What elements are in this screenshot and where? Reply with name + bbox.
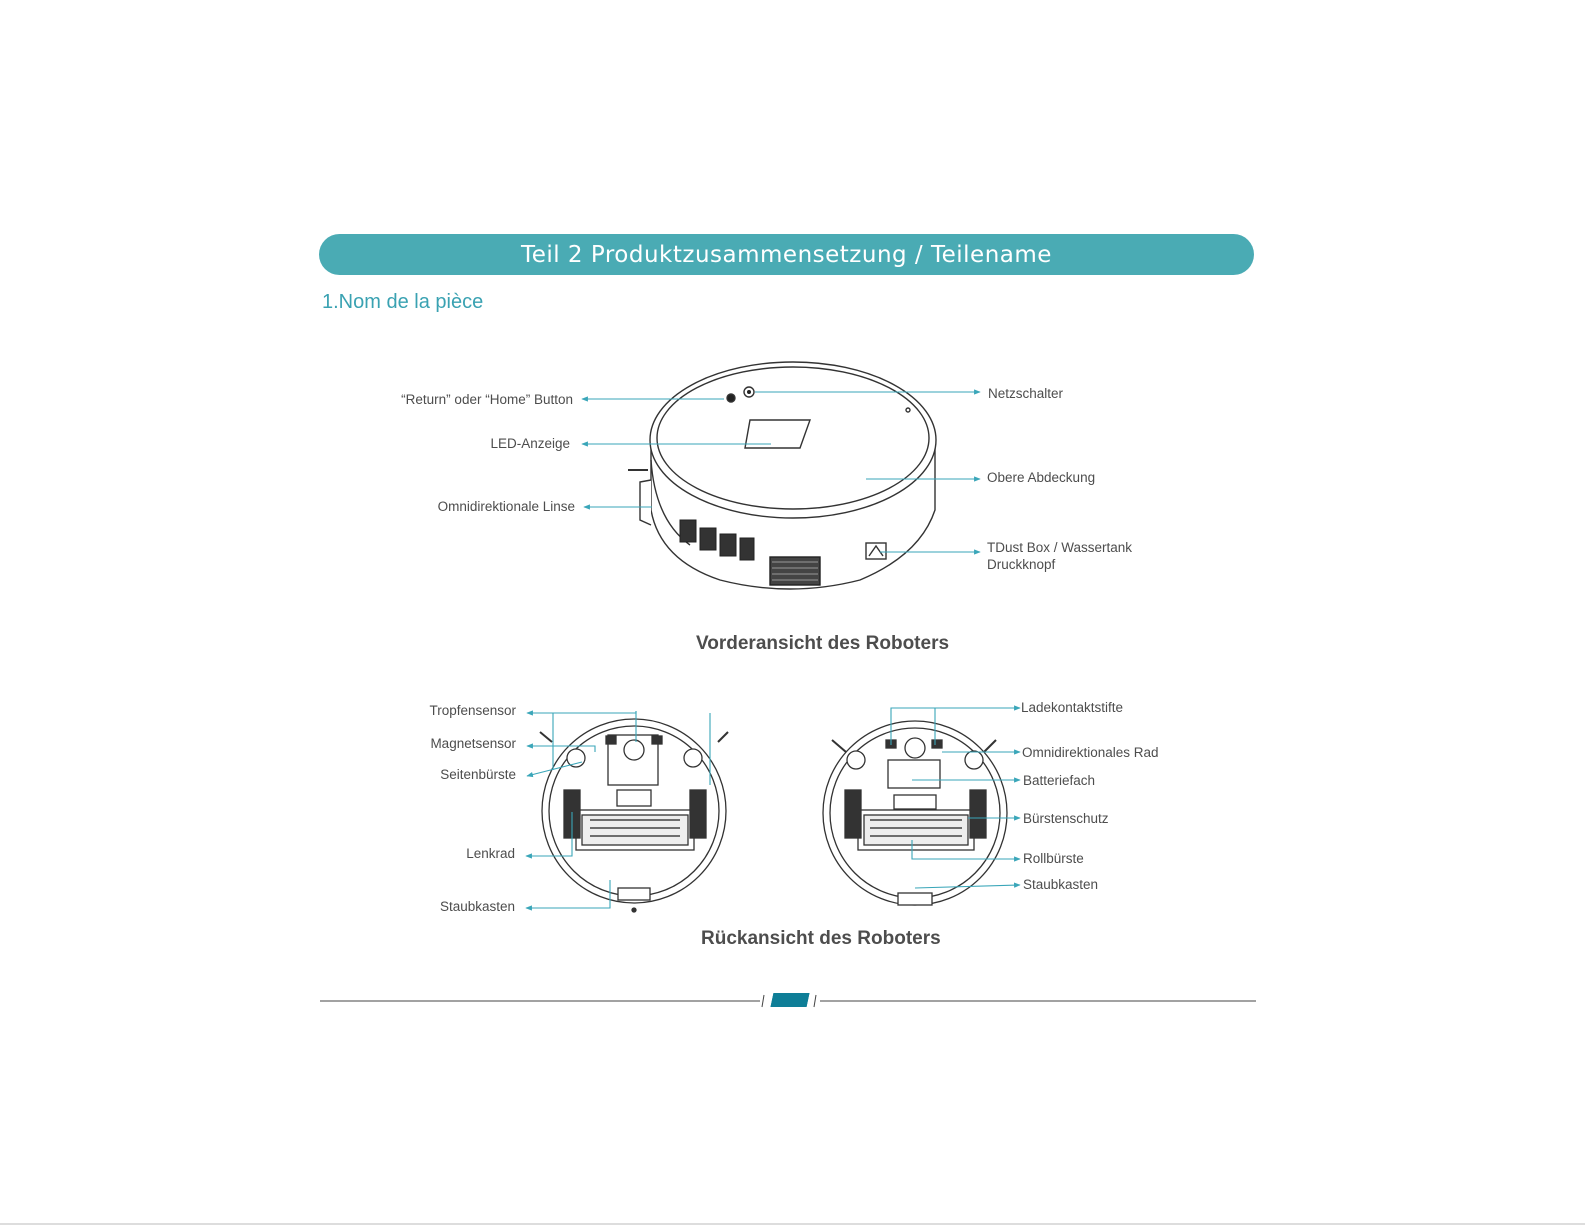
caption-front-view: Vorderansicht des Roboters [696,633,950,654]
label-return-home-button: “Return” oder “Home” Button [401,392,573,407]
label-magnet-sensor: Magnetsensor [430,736,516,751]
front-robot-drawing [628,362,936,589]
label-omni-wheel: Omnidirektionales Rad [1022,745,1159,760]
label-top-cover: Obere Abdeckung [987,470,1096,485]
label-roll-brush: Rollbürste [1023,851,1084,866]
label-dustbin-right: Staubkasten [1023,877,1099,892]
label-drop-sensor: Tropfensensor [429,703,516,718]
banner-title: Teil 2 Produktzusammensetzung / Teilename [521,241,1052,268]
label-dustbox-line2: Druckknopf [987,557,1056,572]
label-steering-wheel: Lenkrad [466,846,515,861]
label-brush-guard: Bürstenschutz [1023,811,1109,826]
label-power-switch: Netzschalter [988,386,1064,401]
label-battery-compartment: Batteriefach [1023,773,1096,788]
label-dustbox-line1: TDust Box / Wassertank [987,540,1133,555]
back-robot-left-drawing [540,719,728,912]
label-charging-contacts: Ladekontaktstifte [1021,700,1124,715]
label-led-indicator: LED-Anzeige [490,436,570,451]
section-subtitle: 1.Nom de la pièce [322,291,484,313]
page-number-marker [771,993,810,1007]
back-robot-right-drawing [823,721,1007,905]
caption-back-view: Rückansicht des Roboters [701,928,941,949]
label-dustbin-left: Staubkasten [439,899,515,914]
label-side-brush: Seitenbürste [440,767,516,782]
label-omni-lens: Omnidirektionale Linse [437,499,575,514]
